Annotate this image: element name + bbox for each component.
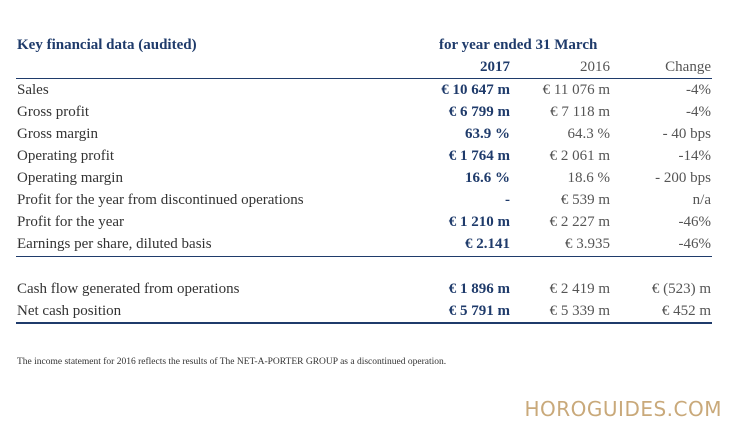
value-change: -46% — [678, 214, 711, 230]
value-change: -46% — [678, 236, 711, 252]
value-change: € (523) m — [651, 281, 711, 297]
row-label: Operating margin — [17, 170, 123, 186]
value-2017: € 2.141 — [465, 236, 510, 252]
value-change: -4% — [686, 82, 711, 98]
value-2017: € 5 791 m — [448, 303, 510, 319]
section-divider — [16, 256, 712, 257]
value-2017: € 1 764 m — [448, 148, 510, 164]
table-title: Key financial data (audited) — [17, 37, 197, 53]
row-label: Profit for the year — [17, 214, 125, 230]
value-2016: € 5 339 m — [549, 303, 610, 319]
site-watermark: HOROGUIDES.COM — [524, 397, 722, 421]
footnote: The income statement for 2016 reflects the results of The NET-A-PORTER GROUP as a discontinued operation. — [17, 357, 447, 367]
value-2017: 16.6 % — [465, 170, 510, 186]
value-change: -14% — [678, 148, 711, 164]
value-2016: € 3.935 — [565, 236, 610, 252]
table-row — [0, 189, 740, 211]
row-label: Sales — [17, 82, 49, 98]
row-label: Profit for the year from discontinued operations — [17, 192, 304, 208]
period-heading: for year ended 31 March — [439, 37, 598, 53]
table-row — [0, 101, 740, 123]
value-2016: € 2 227 m — [549, 214, 610, 230]
value-2017: € 10 647 m — [441, 82, 510, 98]
value-2017: € 1 210 m — [448, 214, 510, 230]
table-row — [0, 233, 740, 255]
value-2016: € 2 419 m — [549, 281, 610, 297]
value-2016: € 7 118 m — [550, 104, 610, 120]
value-change: -4% — [686, 104, 711, 120]
value-2016: 64.3 % — [567, 126, 610, 142]
table-row — [0, 211, 740, 233]
table-row — [0, 167, 740, 189]
row-label: Gross margin — [17, 126, 98, 142]
row-label: Operating profit — [17, 148, 115, 164]
table-row — [0, 278, 740, 300]
table-row — [0, 145, 740, 167]
row-label: Net cash position — [17, 303, 122, 319]
row-label: Gross profit — [17, 104, 90, 120]
value-change: n/a — [692, 192, 711, 208]
value-2017: € 1 896 m — [448, 281, 510, 297]
table-row — [0, 300, 740, 322]
value-2016: € 539 m — [560, 192, 610, 208]
table-row — [0, 123, 740, 145]
row-label: Earnings per share, diluted basis — [17, 236, 212, 252]
row-label: Cash flow generated from operations — [17, 281, 240, 297]
value-2016: € 2 061 m — [549, 148, 610, 164]
column-header-2016: 2016 — [580, 59, 610, 75]
table-row — [0, 79, 740, 101]
value-change: - 40 bps — [662, 126, 711, 142]
value-2016: € 11 076 m — [542, 82, 610, 98]
value-2017: - — [505, 192, 510, 208]
value-2016: 18.6 % — [567, 170, 610, 186]
value-change: € 452 m — [661, 303, 711, 319]
value-2017: 63.9 % — [465, 126, 510, 142]
column-header-change: Change — [665, 59, 711, 75]
bottom-divider — [16, 322, 712, 324]
value-2017: € 6 799 m — [448, 104, 510, 120]
column-header-2017: 2017 — [480, 59, 510, 75]
value-change: - 200 bps — [655, 170, 711, 186]
